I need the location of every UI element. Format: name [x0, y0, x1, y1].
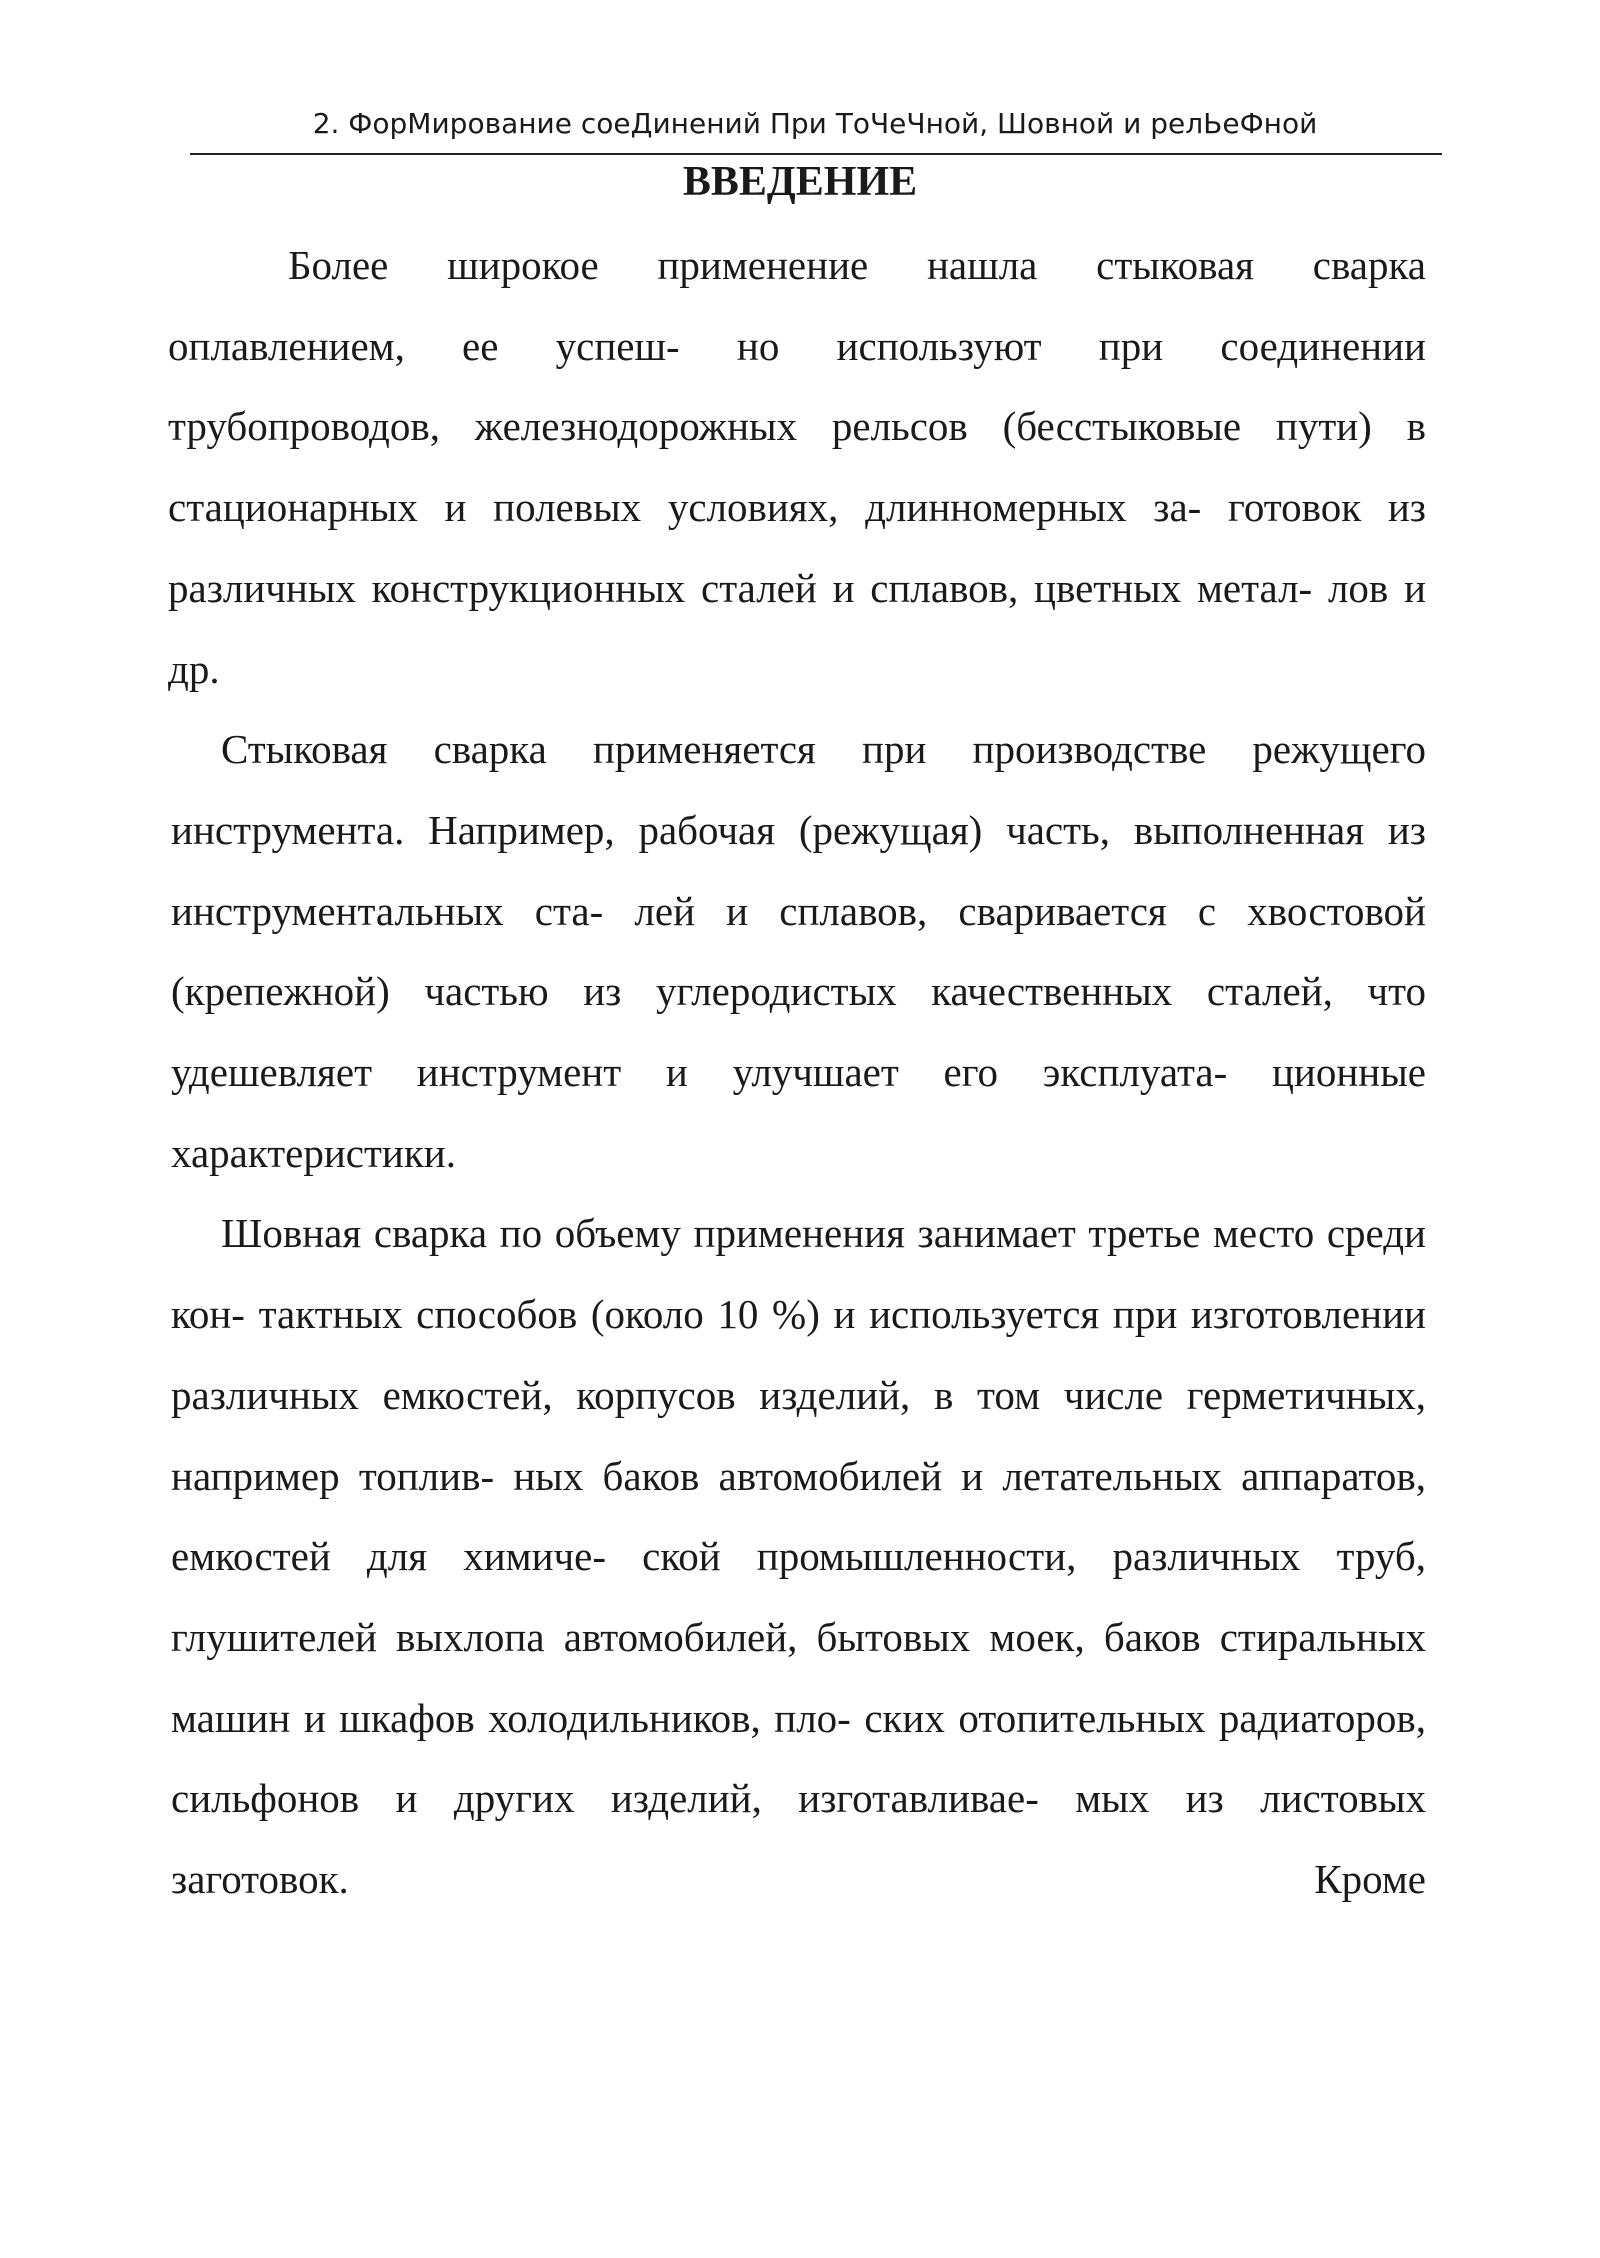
- paragraph-1: Более широкое применение нашла стыковая сварка оплавлением, ее успеш- но используют при соединении трубопроводов, железнодорожных рельсов (бесстыковые пути) в стационарных и полевых условиях, длинномерных за- готовок из различных конструкционных сталей и сплавов, цветных метал- лов и др.: [168, 242, 1426, 692]
- paragraph-2: Стыковая сварка применяется при производстве режущего инструмента. Например, рабочая (режущая) часть, выполненная из инструментальных ста- лей и сплавов, сваривается с хвостовой (крепежной) частью из углеродистых качественных сталей, что удешевляет инструмент и улучшает его эксплуата- ционные характеристики.: [171, 726, 1426, 1176]
- section-title: ВВЕДЕНИЕ: [682, 159, 918, 205]
- body-text: [168, 225, 1426, 1920]
- paragraph-3: Шовная сварка по объему применения занимает третье место среди кон- тактных способов (около 10 %) и используется при изготовлении различных емкостей, корпусов изделий, в том числе герметичных, например топлив- ных баков автомобилей и летательных аппаратов, емкостей для химиче- ской промышленности, различных труб, глушителей выхлопа автомобилей, бытовых моек, баков стиральных машин и шкафов холодильников, пло- ских отопительных радиаторов, сильфонов и других изделий, изготавливае- мых из листовых заготовок. Кроме: [171, 1210, 1426, 1903]
- running-header: 2. ФорМирование соеДинений При ТоЧеЧной, Шовной и релЬеФной: [312, 107, 1318, 140]
